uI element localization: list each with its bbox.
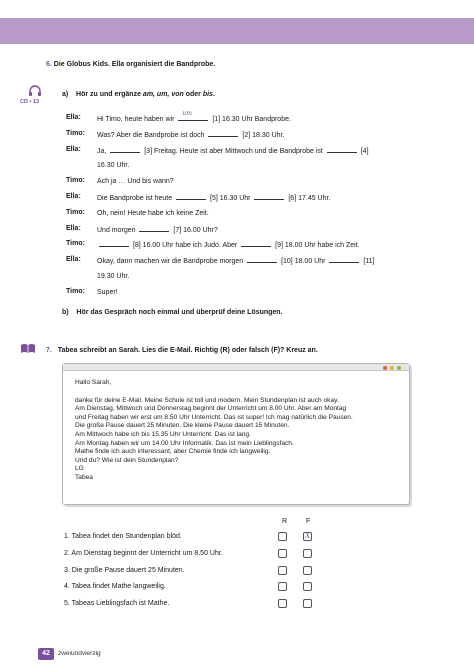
dialogue-text: [2] 18.30 Uhr. — [240, 131, 285, 139]
answer-blank[interactable] — [208, 130, 238, 137]
checkbox-r[interactable] — [278, 549, 287, 558]
exercise-7-title: Tabea schreibt an Sarah. Lies die E-Mail. Richtig (R) oder falsch (F)? Kreuz an. — [57, 347, 318, 354]
checkbox-r[interactable] — [278, 566, 287, 575]
dialogue-line — [97, 177, 174, 186]
checkbox-f[interactable] — [303, 549, 312, 558]
dialogue-line — [97, 225, 218, 235]
exercise-7-number: 7. — [46, 347, 52, 354]
dialogue-line — [97, 146, 369, 156]
filled-answer: um — [182, 110, 192, 117]
task-b-instruction: b) Hör das Gespräch noch einmal und überprüf deine Lösungen. — [62, 309, 283, 316]
dialogue-text: [4] — [358, 147, 369, 155]
checkbox-r[interactable] — [278, 599, 287, 608]
dialogue-text: 19.30 Uhr. — [97, 273, 130, 280]
answer-blank[interactable] — [176, 193, 206, 200]
checkbox-f[interactable] — [303, 566, 312, 575]
window-dot-red — [383, 366, 387, 370]
exercise-6-title: Die Globus Kids. Ella organisiert die Bandprobe. — [53, 61, 216, 68]
email-line: danke für deine E-Mail. Meine Schule ist toll und modern. Mein Stundenplan ist auch okay. — [75, 396, 339, 404]
dialogue-speaker: Ella: — [66, 114, 81, 121]
checkbox-f[interactable] — [303, 599, 312, 608]
dialogue-speaker: Timo: — [66, 287, 85, 295]
dialogue-speaker: Timo: — [66, 208, 85, 216]
dialogue-speaker: Ella: — [66, 145, 81, 153]
dialogue-line — [97, 240, 360, 250]
dialogue-text: [8] 16.00 Uhr habe ich Judo. Aber — [131, 242, 240, 250]
dialogue-line — [97, 288, 118, 297]
email-title-bar — [63, 364, 409, 371]
cd-track-label: CD • 13 — [20, 99, 40, 105]
dialogue-speaker: Ella: — [66, 256, 81, 264]
dialogue-text: Hi Timo, heute haben wir — [97, 116, 177, 123]
email-body — [75, 379, 353, 483]
answer-blank[interactable] — [254, 193, 284, 200]
dialogue-text: Oh, nein! Heute habe ich keine Zeit. — [97, 209, 209, 217]
dialogue-speaker: Timo: — [66, 240, 85, 248]
dialogue-line — [97, 110, 291, 124]
column-f-header: F — [306, 518, 311, 525]
statement-text: 3. Die große Pause dauert 25 Minuten. — [64, 566, 185, 574]
dialogue-text: Was? Aber die Bandprobe ist doch — [97, 131, 207, 139]
email-greeting: Hallo Sarah, — [75, 379, 112, 386]
email-line: Am Montag haben wir um 14.00 Uhr Informatik. Das ist mein Lieblingsfach. — [75, 439, 294, 447]
page-number-word: zweiundvierzig — [58, 650, 101, 657]
dialogue-text: 16.30 Uhr. — [97, 162, 130, 170]
window-dot-yellow — [390, 366, 394, 370]
statement-text: 2. Am Dienstag beginnt der Unterricht um 8.50 Uhr. — [64, 549, 223, 557]
statement-text: 1. Tabea findet den Stundenplan blöd. — [64, 533, 182, 540]
email-line: Mathe finde ich auch interessant, aber Chemie finde ich langweilig. — [75, 448, 271, 456]
checkbox-r[interactable] — [278, 532, 287, 541]
answer-blank[interactable] — [178, 110, 208, 121]
dialogue-speaker: Timo: — [66, 129, 85, 137]
dialogue-text: [1] 16.30 Uhr Bandprobe. — [210, 116, 291, 123]
dialogue-line — [97, 256, 375, 266]
checkbox-f[interactable] — [303, 582, 312, 591]
task-a-instruction: a) Hör zu und ergänze am, um, von oder bis. — [62, 91, 215, 98]
dialogue-text: Die Bandprobe ist heute — [97, 195, 175, 202]
answer-blank[interactable] — [241, 240, 271, 247]
email-line: LG — [75, 465, 84, 473]
email-window — [62, 363, 410, 505]
statement-text: 5. Tabeas Lieblingsfach ist Mathe. — [64, 600, 170, 608]
dialogue-text: [6] 17.45 Uhr. — [286, 195, 331, 202]
email-line: Und du? Wie ist dein Stundenplan? — [75, 456, 179, 464]
cross-mark: X — [305, 531, 311, 540]
dialogue-line — [97, 209, 209, 218]
dialogue-text: [11] — [361, 258, 375, 266]
answer-blank[interactable] — [329, 256, 359, 263]
checkbox-f[interactable] — [303, 532, 312, 541]
dialogue-line — [97, 272, 129, 281]
email-line: Am Mittwoch habe ich bis 15.35 Uhr Unterricht. Das ist lang. — [75, 430, 251, 438]
dialogue-text: [9] 18.00 Uhr habe ich Zeit. — [273, 242, 360, 250]
column-r-header: R — [282, 518, 288, 525]
answer-blank[interactable] — [110, 146, 140, 153]
dialogue-text: [3] Freitag. Heute ist aber Mittwoch und die Bandprobe ist — [142, 147, 325, 155]
dialogue-speaker: Timo: — [66, 177, 85, 185]
email-line: und Freitag haben wir erst um 8.50 Uhr Unterricht. Das ist super! Ich mag natürlich die Pausen. — [75, 413, 353, 421]
statement-text: 4. Tabea findet Mathe langweilig. — [64, 583, 166, 591]
dialogue-line — [97, 130, 284, 140]
email-line: Tabea — [75, 473, 93, 481]
dialogue-speaker: Ella: — [66, 193, 81, 200]
email-line: Die große Pause dauert 25 Minuten. Die kleine Pause dauert 15 Minuten. — [75, 422, 290, 430]
email-line: Am Dienstag, Mittwoch und Donnerstag beginnt der Unterricht um 8.00 Uhr. Aber am Montag — [75, 405, 347, 413]
dialogue-speaker: Ella: — [66, 224, 81, 232]
dialogue-text: Super! — [97, 288, 118, 296]
headphones-icon — [28, 85, 42, 97]
exercise-6-number: 6. — [46, 61, 52, 68]
dialogue-line — [97, 161, 129, 170]
dialogue-text: Ach ja … Und bis wann? — [97, 178, 174, 186]
header-band — [0, 18, 474, 44]
answer-blank[interactable] — [327, 146, 357, 153]
answer-blank[interactable] — [139, 225, 169, 232]
dialogue-text: Und morgen — [97, 226, 138, 234]
answer-blank[interactable] — [99, 240, 129, 247]
answer-blank[interactable] — [247, 256, 277, 263]
exercise-6-heading — [46, 60, 215, 69]
dialogue-text: [7] 16.00 Uhr? — [171, 226, 218, 234]
page-number: 42 — [38, 648, 54, 660]
dialogue-text: [5] 16.30 Uhr — [208, 195, 253, 202]
exercise-7-heading — [46, 346, 318, 355]
dialogue-text: [10] 18.00 Uhr — [279, 258, 328, 266]
window-dot-green — [397, 366, 401, 370]
book-icon — [20, 343, 36, 354]
checkbox-r[interactable] — [278, 582, 287, 591]
dialogue-text: Okay, dann machen wir die Bandprobe morgen — [97, 258, 246, 266]
dialogue-line — [97, 193, 330, 203]
dialogue-text: Ja, — [97, 147, 109, 155]
